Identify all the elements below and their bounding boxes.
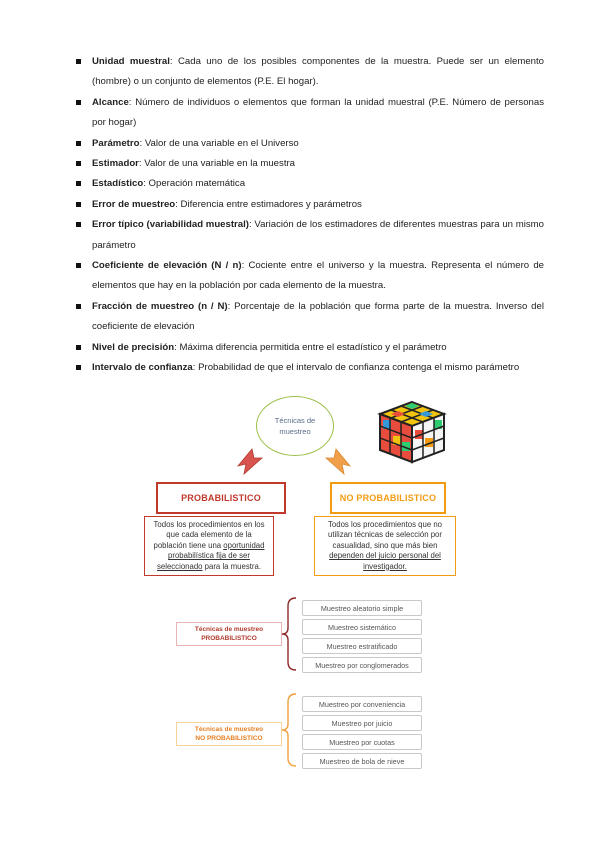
definition-item: Estimador: Valor de una variable en la muestra [76, 154, 544, 174]
definition-term: Fracción de muestreo (n / N) [92, 300, 228, 312]
definition-item: Error de muestreo: Diferencia entre estimadores y parámetros [76, 195, 544, 215]
prob-option: Muestreo por conglomerados [302, 657, 422, 673]
prob-option: Muestreo aleatorio simple [302, 600, 422, 616]
nonprob-option: Muestreo por cuotas [302, 734, 422, 750]
nonprob-bracket [282, 694, 296, 766]
definition-term: Estimador [92, 158, 139, 170]
definition-text: Porcentaje de la población que forma parte de la muestra. Inverso del coeficiente de elevación [92, 300, 544, 333]
definition-item: Estadístico: Operación matemática [76, 174, 544, 194]
prob-option: Muestreo sistemático [302, 619, 422, 635]
definition-item: Error típico (variabilidad muestral): Variación de los estimadores de diferentes muestras para un mismo parámetro [76, 215, 544, 256]
definition-term: Alcance [92, 96, 129, 108]
definition-term: Nivel de precisión [92, 341, 175, 353]
prob-group-label: Técnicas de muestreo PROBABILISTICO [176, 622, 282, 646]
definition-text: Probabilidad de que el intervalo de confianza contenga el mismo parámetro [198, 362, 520, 374]
nonprob-option: Muestreo por juicio [302, 715, 422, 731]
nonprob-option: Muestreo de bola de nieve [302, 753, 422, 769]
definition-text: Variación de los estimadores de diferentes muestras para un mismo parámetro [92, 219, 544, 251]
definition-item: Parámetro: Valor de una variable en el Universo [76, 134, 544, 154]
arrow-left-icon [238, 449, 262, 474]
diagram-center-label: Técnicas de muestreo [274, 416, 316, 436]
definition-term: Intervalo de confianza [92, 362, 193, 374]
definition-text: Cociente entre el universo y la muestra. Representa el número de elementos que hay en la población por cada elemento de la muestra. [92, 260, 544, 292]
definition-text: Diferencia entre estimadores y parámetros [180, 198, 362, 210]
nonprob-group-label: Técnicas de muestreo NO PROBABILISTICO [176, 722, 282, 746]
definition-item: Intervalo de confianza: Probabilidad de que el intervalo de confianza contenga el mismo parámetro [76, 358, 544, 378]
rubiks-cube-icon [380, 402, 444, 462]
definition-text: Operación matemática [148, 178, 246, 190]
definition-item: Unidad muestral: Cada uno de los posibles componentes de la muestra. Puede ser un elemento (hombre) o un conjunto de elementos (P.E. El hogar). [76, 52, 544, 93]
definition-term: Estadístico [92, 178, 144, 190]
definition-term: Error de muestreo [92, 198, 176, 210]
nonprob-heading: NO PROBABILISTICO [330, 482, 446, 514]
definition-term: Error típico (variabilidad muestral) [92, 219, 249, 231]
nonprob-description: Todos los procedimientos que no utilizan técnicas de selección por casualidad, sino que más bien dependen del juicio personal del investigador. [314, 516, 456, 576]
definition-term: Coeficiente de elevación (N / n) [92, 260, 242, 272]
prob-heading: PROBABILISTICO [156, 482, 286, 514]
definition-term: Unidad muestral [92, 56, 170, 67]
definition-text: Valor de una variable en el Universo [144, 137, 299, 149]
diagram-center-circle [256, 396, 334, 456]
definition-text: Valor de una variable en la muestra [144, 158, 296, 170]
definition-item: Alcance: Número de individuos o elementos que forman la unidad muestral (P.E. Número de personas por hogar) [76, 93, 544, 134]
prob-bracket [282, 598, 296, 670]
definition-text: Cada uno de los posibles componentes de la muestra. Puede ser un elemento (hombre) o un conjunto de elementos (P.E. El hogar). [92, 56, 545, 88]
prob-option: Muestreo estratificado [302, 638, 422, 654]
definition-item: Nivel de precisión: Máxima diferencia permitida entre el estadístico y el parámetro [76, 338, 544, 358]
prob-description: Todos los procedimientos en los que cada elemento de la población tiene una oportunidad probabilística fija de ser seleccionado para la muestra. [144, 516, 274, 576]
definition-text: Número de individuos o elementos que forman la unidad muestral (P.E. Número de personas por hogar) [92, 96, 544, 129]
arrow-right-icon [326, 449, 350, 474]
definition-item: Coeficiente de elevación (N / n): Cociente entre el universo y la muestra. Representa el número de elementos que hay en la población por cada elemento de la muestra. [76, 256, 544, 297]
nonprob-option: Muestreo por conveniencia [302, 696, 422, 712]
definition-term: Parámetro [92, 137, 140, 149]
definition-item: Fracción de muestreo (n / N): Porcentaje de la población que forma parte de la muestra. Inverso del coeficiente de elevación [76, 297, 544, 338]
definition-text: Máxima diferencia permitida entre el estadístico y el parámetro [179, 341, 447, 353]
